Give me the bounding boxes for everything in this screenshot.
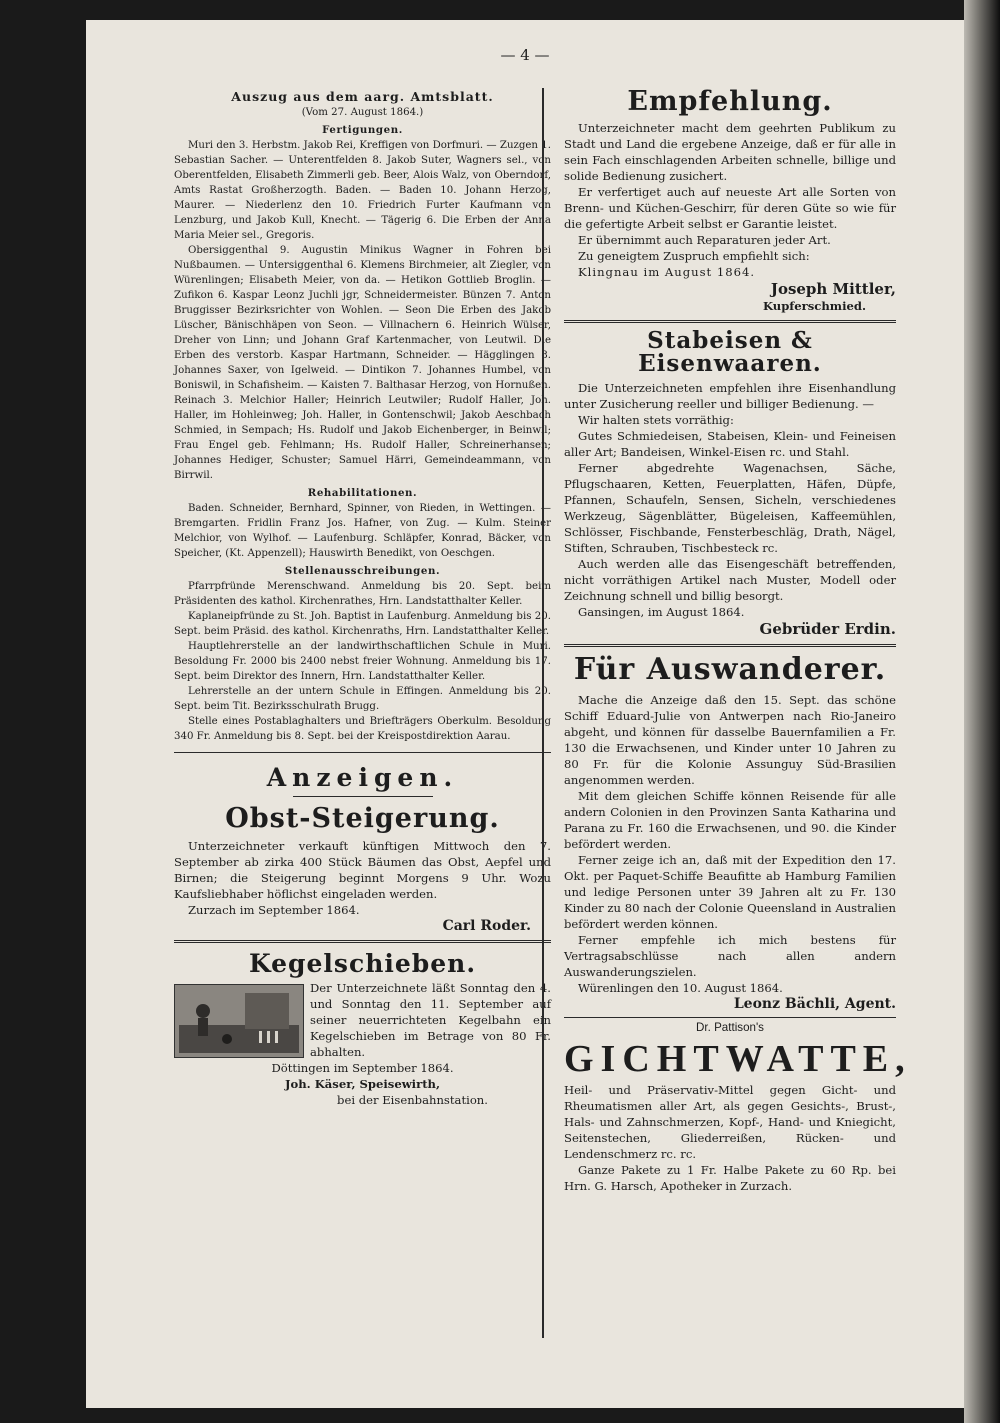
left-column <box>174 88 551 1108</box>
stabeisen-place-date: Gansingen, im August 1864. <box>578 605 745 619</box>
stellen-text-5: Stelle eines Postablaghalters und Briefträgers Oberkulm. Besoldung 340 Fr. Anmeldung bis 8. Sept. bei der Kreispostdirektion Aarau. <box>174 716 551 742</box>
kegel-signature-2: bei der Eisenbahnstation. <box>337 1093 488 1107</box>
stellen-text-1: Pfarrpfründe Merenschwand. Anmeldung bis 20. Sept. beim Präsidenten des kathol. Kirchenrathes, Hrn. Landstatthalter Keller. <box>174 581 551 607</box>
page-number: — 4 — <box>500 46 550 64</box>
divider <box>564 1017 896 1018</box>
stabeisen-text-1: Die Unterzeichneten empfehlen ihre Eisenhandlung unter Zusicherung reeller und billiger Bedienung. — <box>564 381 896 411</box>
stellen-text-4: Lehrerstelle an der untern Schule in Effingen. Anmeldung bis 20. Sept. beim Tit. Bezirksschulrath Brugg. <box>174 686 551 712</box>
fertigungen-text-2: Obersiggenthal 9. Augustin Minikus Wagner in Fohren bei Nußbaumen. — Untersiggenthal 6. Klemens Birchmeier, alt Ziegler, von Würenlingen; Elisabeth Meier, von da. — Hetikon Gottlieb Broglin. — Zufikon 6. Kaspar Leonz Juchli jgr, Schneidermeister. Bünzen 7. Anton Bruggisser Bezirksrichter von Wohlen. — Seon Die Erben des Jakob Lüscher, Bänischhäpen von Seon. — Villnachern 6. Heinrich Wülser, Dreher von Linn; und Johann Graf Kartenmacher, von Leutwil. Die Erben des verstorb. Kaspar Hartmann, Schneider. — Hägglingen 8. Johannes Saxer, von Igelweid. — Dintikon 7. Johannes Humbel, von Boniswil, in Schafisheim. — Kaisten 7. Balthasar Herzog, von Hornußen. Reinach 3. Melchior Haller; Heinrich Leutwiler; Rudolf Haller, Joh. Haller, im Hohleinweg; Joh. Haller, in Gontenschwil; Jakob Aeschbach Schmied, in Sempach; Hs. Rudolf und Jakob Eichenberger, in Beinwil; Frau Engel geb. Fehlmann; Hs. Rudolf Haller, Schreinerhansen; Johannes Hediger, Schuster; Samuel Härri, Gemeindeammann, von Birrwil. <box>174 245 551 481</box>
kegel-text: Der Unterzeichnete läßt Sonntag den 4. und Sonntag den 11. September auf seiner neuerrichteten Kegelbahn ein Kegelschieben im Betrage von 80 Fr. abhalten. <box>310 981 551 1059</box>
gichtwatte-text-1: Heil- und Präservativ-Mittel gegen Gicht- und Rheumatismen aller Art, als gegen Gesichts-, Brust-, Hals- und Zahnschmerzen, Kopf-, Hand- und Kniegicht, Seitenstechen, Gliederreißen, Rücken- und Lendenschmerz rc. rc. <box>564 1083 896 1161</box>
auswanderer-text-4: Ferner empfehle ich mich bestens für Vertragsabschlüsse nach allen andern Auswanderungszielen. <box>564 933 896 979</box>
empfehlung-text-3: Er übernimmt auch Reparaturen jeder Art. <box>578 233 831 247</box>
stabeisen-signature: Gebrüder Erdin. <box>759 620 896 638</box>
stellen-text-2: Kaplaneipfründe zu St. Joh. Baptist in Laufenburg. Anmeldung bis 20. Sept. beim Präsid. des kathol. Kirchenraths, Hrn. Landstatthalter Keller. <box>174 611 551 637</box>
fertigungen-heading: Fertigungen. <box>322 124 403 136</box>
empfehlung-text-2: Er verfertiget auch auf neueste Art alle Sorten von Brenn- und Küchen-Geschirr, für deren Güte so wie für die gefertigte Arbeit selbst er Garantie leistet. <box>564 185 896 231</box>
gichtwatte-title: GICHTWATTE, <box>564 1038 912 1080</box>
divider <box>174 940 551 943</box>
stabeisen-text-4: Ferner abgedrehte Wagenachsen, Säche, Pflugschaaren, Ketten, Feuerplatten, Häfen, Düpfe, Pfannen, Schaufeln, Sensen, Sicheln, verschiedenes Werkzeug, Sägenblätter, Bügeleisen, Kaffeemühlen, Schlösser, Fischbande, Fensterbeschläg, Drath, Nägel, Stiften, Schrauben, Tischbesteck rc. <box>564 461 896 555</box>
book-spine <box>964 0 1000 1423</box>
empfehlung-text-1: Unterzeichneter macht dem geehrten Publikum zu Stadt und Land die ergebene Anzeige, daß er für alle in sein Fach einschlagenden Arbeiten schnelle, billige und solide Bedienung zusichert. <box>564 121 896 183</box>
rehabilitationen-heading: Rehabilitationen. <box>307 487 418 499</box>
stabeisen-text-3: Gutes Schmiedeisen, Stabeisen, Klein- und Feineisen aller Art; Bandeisen, Winkel-Eisen rc. und Stahl. <box>564 429 896 459</box>
right-column <box>564 86 912 1194</box>
empfehlung-text-4: Zu geneigtem Zuspruch empfiehlt sich: <box>578 249 810 263</box>
rehabilitationen-text: Baden. Schneider, Bernhard, Spinner, von Rieden, in Wettingen. — Bremgarten. Fridlin Franz Jos. Hafner, von Zug. — Kulm. Steiner Melchior, von Wylhof. — Laufenburg. Schläpfer, Konrad, Bäcker, von Speicher, (Kt. Appenzell); Hauswirth Benedikt, von Oeschgen. <box>174 503 551 559</box>
empfehlung-title: Empfehlung. <box>627 86 833 117</box>
auswanderer-signature: Leonz Bächli, Agent. <box>733 996 896 1012</box>
empfehlung-signature-2: Kupferschmied. <box>762 299 866 313</box>
stellen-text-3: Hauptlehrerstelle an der landwirthschaftlichen Schule in Muri. Besoldung Fr. 2000 bis 2400 nebst freier Wohnung. Anmeldung bis 17. Sept. beim Direktor des Innern, Hrn. Landstatthalter Keller. <box>174 641 551 682</box>
divider <box>174 752 551 753</box>
amtsblatt-title: Auszug aus dem aarg. Amtsblatt. <box>231 89 494 104</box>
empfehlung-place-date: Klingnau im August 1864. <box>578 265 756 279</box>
auswanderer-text-3: Ferner zeige ich an, daß mit der Expedition den 17. Okt. per Paquet-Schiffe Beaufitte ab Hamburg Familien und ledige Personen unter 39 Jahren alt zu Fr. 130 Kinder zu 80 nach der Colonie Queensland in Australien befördert werden können. <box>564 853 896 931</box>
stabeisen-text-5: Auch werden alle das Eisengeschäft betreffenden, nicht vorräthigen Artikel nach Muster, Modell oder Zeichnung schnell und billig besorgt. <box>564 557 896 603</box>
auswanderer-title: Für Auswanderer. <box>573 652 887 687</box>
divider <box>564 320 896 323</box>
column-rule <box>542 88 544 1338</box>
obst-title: Obst-Steigerung. <box>225 803 500 834</box>
kegel-place-date: Döttingen im September 1864. <box>271 1061 454 1075</box>
bowling-woodcut-image <box>174 984 304 1058</box>
kegel-signature: Joh. Käser, Speisewirth, <box>284 1077 441 1091</box>
auswanderer-text-2: Mit dem gleichen Schiffe können Reisende für alle andern Colonien in den Provinzen Santa Katharina und Parana zu Fr. 160 die Erwachsenen, und 90. die Kinder befördert werden. <box>564 789 896 851</box>
kegel-title: Kegelschieben. <box>248 949 477 978</box>
stellen-heading: Stellenausschreibungen. <box>284 565 441 577</box>
obst-place-date: Zurzach im September 1864. <box>188 903 360 917</box>
bowling-scene-icon <box>175 985 303 1057</box>
stabeisen-text-2: Wir halten stets vorräthig: <box>578 413 734 427</box>
amtsblatt-date: (Vom 27. August 1864.) <box>301 107 424 118</box>
obst-signature: Carl Roder. <box>442 918 531 934</box>
obst-text: Unterzeichneter verkauft künftigen Mittwoch den 7. September ab zirka 400 Stück Bäumen das Obst, Aepfel und Birnen; die Steigerung beginnt Morgens 9 Uhr. Wozu Kaufsliebhaber höflichst eingeladen werden. <box>174 839 551 901</box>
auswanderer-place-date: Würenlingen den 10. August 1864. <box>578 981 783 995</box>
divider <box>564 644 896 647</box>
gichtwatte-text-2: Ganze Pakete zu 1 Fr. Halbe Pakete zu 60 Rp. bei Hrn. G. Harsch, Apotheker in Zurzach. <box>564 1163 896 1193</box>
auswanderer-text-1: Mache die Anzeige daß den 15. Sept. das schöne Schiff Eduard-Julie von Antwerpen nach Rio-Janeiro abgeht, und können für dasselbe Bauernfamilien a Fr. 130 die Erwachsenen, und Kinder unter 10 Jahren zu 80 Fr. für die Kolonie Assunguy Süd-Brasilien angenommen werden. <box>564 693 896 787</box>
newspaper-page <box>86 20 964 1408</box>
gichtwatte-pre: Dr. Pattison's <box>696 1021 764 1034</box>
stabeisen-title: Stabeisen & Eisenwaaren. <box>638 327 822 377</box>
fertigungen-text-1: Muri den 3. Herbstm. Jakob Rei, Kreffigen von Dorfmuri. — Zuzgen 1. Sebastian Sacher. — Unterentfelden 8. Jakob Suter, Wagners sel., von Oberentfelden, Elisabeth Zimmerli geb. Beer, Alois Walz, von Oberndorf, Amts Rastat Großherzogth. Baden. — Baden 10. Johann Herzog, Maurer. — Niederlenz den 10. Friedrich Furter Kaufmann von Lenzburg, und Jakob Kull, Knecht. — Tägerig 6. Die Erben der Anna Maria Meier sel., Gregoris. <box>174 140 551 241</box>
empfehlung-signature: Joseph Mittler, <box>770 280 896 298</box>
divider <box>293 796 433 797</box>
anzeigen-heading: Anzeigen. <box>266 763 459 792</box>
